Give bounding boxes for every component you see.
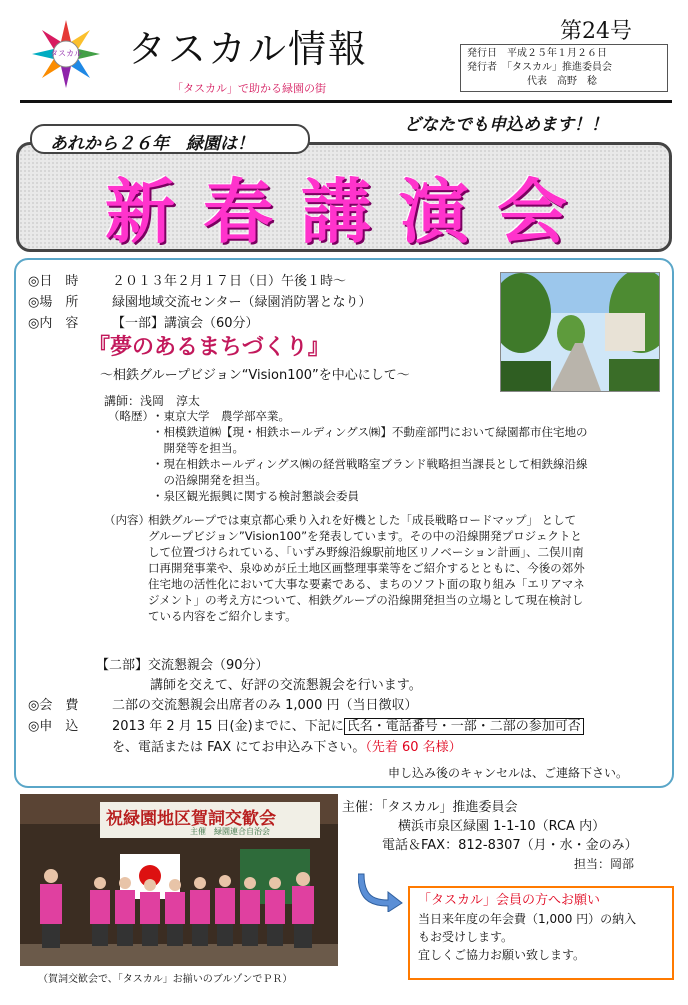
career-item: ・現在相鉄ホールディングス㈱の経営戦略室ブランド戦略担当課長として相鉄線沿線 xyxy=(152,457,588,471)
event-title: 新春講演会 xyxy=(105,170,595,253)
organizer-address: 横浜市泉区緑園 1-1-10（RCA 内） xyxy=(398,819,606,834)
photo-banner-text: 祝緑園地区賀詞交歓会 xyxy=(106,809,276,829)
content-value: 【一部】講演会（60分） xyxy=(112,316,259,331)
anyone-can-apply: どなたでも申込めます！！ xyxy=(404,115,608,135)
header-divider xyxy=(20,100,672,103)
group-photo xyxy=(20,794,338,966)
detail-label: （内容） xyxy=(104,513,150,527)
content-line xyxy=(28,312,259,331)
detail-line: ジメント」の考え方について、相鉄グループの沿線開発担当の立場として現在検討し xyxy=(148,593,584,607)
talk-title: 『夢のあるまちづくり』 xyxy=(88,334,330,360)
organizer-info xyxy=(342,798,638,874)
fee-label: ◎会 費 xyxy=(28,698,79,713)
cancel-notice: 申し込み後のキャンセルは、ご連絡下さい。 xyxy=(388,766,629,780)
issue-publisher: 発行者 「タスカル」推進委員会 xyxy=(467,62,612,73)
career-item: ・東京大学 農学部卒業。 xyxy=(152,409,290,423)
apply-line xyxy=(28,715,584,734)
detail-line: グループビジョン”Vision100”を発表しています。その中の沿線開発プロジェクトと xyxy=(148,529,582,543)
date-line xyxy=(28,270,346,289)
place-line xyxy=(28,291,371,310)
part2-title: 【二部】交流懇親会（90分） xyxy=(96,658,269,673)
detail-line: 口再開発事業や、泉ゆめが丘土地区画整理事業等をご紹介するとともに、今後の郊外 xyxy=(148,561,585,575)
arrow-icon xyxy=(358,872,406,916)
talk-subtitle: ～相鉄グループビジョン“Vision100”を中心にして～ xyxy=(100,368,410,383)
issue-representative: 代表 高野 稔 xyxy=(527,76,597,87)
detail-line: して位置づけられている、「いずみ野線沿線駅前地区リノベーション計画」、二俣川南 xyxy=(148,545,584,559)
content-label: ◎内 容 xyxy=(28,316,79,331)
career-list xyxy=(152,408,662,504)
career-item: ・泉区観光振興に関する検討懇談会委員 xyxy=(152,489,359,503)
member-request-box xyxy=(408,886,674,980)
career-label: （略歴） xyxy=(108,409,154,423)
member-request-title: 「タスカル」会員の方へお願い xyxy=(418,893,601,908)
newsletter-subtitle: 「タスカル」で助かる緑園の街 xyxy=(172,82,326,95)
photo-caption: （賀詞交歓会で、「タスカル」お揃いのブルゾンでＰＲ） xyxy=(38,974,293,985)
logo-text: タスカル xyxy=(50,49,82,58)
member-request-line: 宜しくご協力お願い致します。 xyxy=(418,948,586,962)
apply-required-fields: 氏名・電話番号・一部・二部の参加可否 xyxy=(344,718,584,735)
banner-tab: あれから２６年 緑園は！ xyxy=(30,124,310,154)
lecturer: 講師：浅岡 淳太 xyxy=(104,394,201,408)
detail-line: 住宅地の活性化において大事な要素である、まちのソフト面の取り組み「エリアマネ xyxy=(148,577,585,591)
date-value: ２０１３年２月１７日（日）午後１時～ xyxy=(112,274,347,289)
organizer-contact: 担当：岡部 xyxy=(574,857,635,871)
place-value: 緑園地域交流センター（緑園消防署となり） xyxy=(112,295,372,310)
member-request-line: 当日来年度の年会費（1,000 円）の納入 xyxy=(418,912,637,926)
organizer-phone: 電話＆FAX：812-8307（月・水・金のみ） xyxy=(382,838,638,853)
issue-info-box xyxy=(460,44,668,92)
photo-banner-subtext: 主催 緑園連合自治会 xyxy=(190,827,270,836)
career-item: ・相模鉄道㈱【現・相鉄ホールディングス㈱】不動産部門において緑園都市住宅地の xyxy=(152,425,588,439)
detail-line: 相鉄グループでは東京都心乗り入れを好機とした「成長戦略ロードマップ」 として xyxy=(148,513,577,527)
date-label: ◎日 時 xyxy=(28,274,79,289)
detail-line: ている内容をご紹介します。 xyxy=(148,609,297,623)
apply-line-2 xyxy=(112,736,462,755)
part2-description: 講師を交えて、好評の交流懇親会を行います。 xyxy=(150,678,422,693)
apply-label: ◎申 込 xyxy=(28,719,79,734)
organizer-name: 主催：「タスカル」推進委員会 xyxy=(342,800,518,815)
apply-limit: （先着 60 名様） xyxy=(365,740,462,755)
issue-date: 発行日 平成２５年１月２６日 xyxy=(467,48,607,59)
street-photo xyxy=(500,272,660,392)
detail-text xyxy=(148,512,662,624)
newsletter-title: タスカル情報 xyxy=(128,27,369,71)
place-label: ◎場 所 xyxy=(28,295,79,310)
logo xyxy=(30,18,102,90)
fee-line xyxy=(28,694,417,713)
fee-value: 二部の交流懇親会出席者のみ 1,000 円（当日徴収） xyxy=(112,698,418,713)
apply-method: を、電話または FAX にてお申込み下さい。 xyxy=(112,740,366,755)
member-request-line: もお受けします。 xyxy=(418,930,514,944)
career-item: 開発等を担当。 xyxy=(152,441,244,455)
career-item: の沿線開発を担当。 xyxy=(152,473,267,487)
issue-number: 第24号 xyxy=(560,19,632,44)
apply-deadline: 2013 年 2 月 15 日(金)までに、下記に xyxy=(112,719,344,734)
